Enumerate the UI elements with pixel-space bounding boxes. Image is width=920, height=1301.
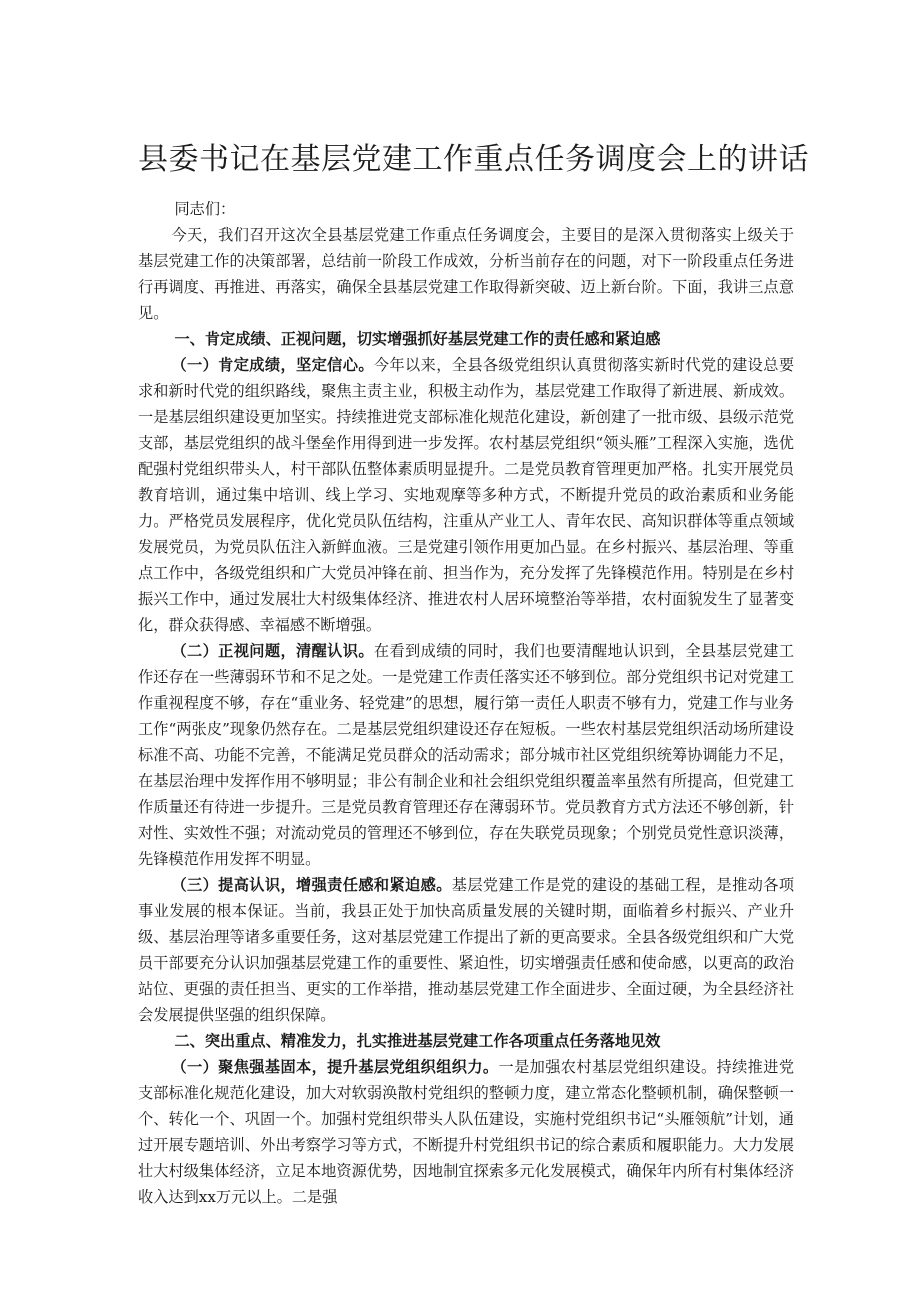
document-body [138, 196, 794, 1210]
section-1-paragraph-2 [138, 638, 794, 872]
section-2-paragraph-1 [138, 1054, 794, 1210]
paragraph-text: 一是加强农村基层党组织建设。持续推进党支部标准化规范化建设，加大对软弱涣散村党组织的整顿力度，建立常态化整顿机制，确保整顿一个、转化一个、巩固一个。加强村党组织带头人队伍建设，实施村党组织书记“头雁领航”计划，通过开展专题培训、外出考察学习等方式，不断提升村党组织书记的综合素质和履职能力。大力发展壮大村级集体经济，立足本地资源优势，因地制宜探索多元化发展模式，确保年内所有村集体经济收入达到xx万元以上。二是强 [138, 1058, 795, 1206]
paragraph-lead: （三）提高认识，增强责任感和紧迫感。 [171, 876, 452, 894]
section-1-heading: 一、肯定成绩、正视问题，切实增强抓好基层党建工作的责任感和紧迫感 [174, 330, 661, 348]
paragraph-lead: （一）肯定成绩，坚定信心。 [171, 356, 374, 374]
document-title: 县委书记在基层党建工作重点任务调度会上的讲话 [138, 142, 809, 177]
paragraph-lead: （二）正视问题，清醒认识。 [171, 642, 374, 660]
section-1-paragraph-1 [138, 352, 794, 638]
paragraph-lead: （一）聚焦强基固本，提升基层党组织组织力。 [171, 1058, 499, 1076]
salutation: 同志们： [174, 200, 236, 218]
section-1-paragraph-3 [138, 872, 794, 1028]
paragraph-text: 今年以来，全县各级党组织认真贯彻落实新时代党的建设总要求和新时代党的组织路线，聚焦主责主业，积极主动作为，基层党建工作取得了新进展、新成效。一是基层组织建设更加坚实。持续推进党支部标准化规范化建设，新创建了一批市级、县级示范党支部，基层党组织的战斗堡垒作用得到进一步发挥。农村基层党组织“领头雁”工程深入实施，选优配强村党组织带头人，村干部队伍整体素质明显提升。二是党员教育管理更加严格。扎实开展党员教育培训，通过集中培训、线上学习、实地观摩等多种方式，不断提升党员的政治素质和业务能力。严格党员发展程序，优化党员队伍结构，注重从产业工人、青年农民、高知识群体等重点领域发展党员，为党员队伍注入新鲜血液。三是党建引领作用更加凸显。在乡村振兴、基层治理、等重点工作中，各级党组织和广大党员冲锋在前、担当作为，充分发挥了先锋模范作用。特别是在乡村振兴工作中，通过发展壮大村级集体经济、推进农村人居环境整治等举措，农村面貌发生了显著变化，群众获得感、幸福感不断增强。 [138, 356, 795, 634]
section-2-heading: 二、突出重点、精准发力，扎实推进基层党建工作各项重点任务落地见效 [174, 1032, 661, 1050]
paragraph-text: 在看到成绩的同时，我们也要清醒地认识到，全县基层党建工作还存在一些薄弱环节和不足之处。一是党建工作责任落实还不够到位。部分党组织书记对党建工作重视程度不够，存在“重业务、轻党建”的思想，履行第一责任人职责不够有力，党建工作与业务工作“两张皮”现象仍然存在。二是基层党组织建设还存在短板。一些农村基层党组织活动场所建设标准不高、功能不完善，不能满足党员群众的活动需求；部分城市社区党组织统筹协调能力不足，在基层治理中发挥作用不够明显；非公有制企业和社会组织党组织覆盖率虽然有所提高，但党建工作质量还有待进一步提升。三是党员教育管理还存在薄弱环节。党员教育方式方法还不够创新，针对性、实效性不强；对流动党员的管理还不够到位，存在失联党员现象；个别党员党性意识淡薄，先锋模范作用发挥不明显。 [138, 642, 795, 868]
intro-paragraph: 今天，我们召开这次全县基层党建工作重点任务调度会，主要目的是深入贯彻落实上级关于基层党建工作的决策部署，总结前一阶段工作成效，分析当前存在的问题，对下一阶段重点任务进行再调度、再推进、再落实，确保全县基层党建工作取得新突破、迈上新台阶。下面，我讲三点意见。 [138, 226, 794, 322]
paragraph-text: 基层党建工作是党的建设的基础工程，是推动各项事业发展的根本保证。当前，我县正处于加快高质量发展的关键时期，面临着乡村振兴、产业升级、基层治理等诸多重要任务，这对基层党建工作提出了新的更高要求。全县各级党组织和广大党员干部要充分认识加强基层党建工作的重要性、紧迫性，切实增强责任感和使命感，以更高的政治站位、更强的责任担当、更实的工作举措，推动基层党建工作全面进步、全面过硬，为全县经济社会发展提供坚强的组织保障。 [138, 876, 795, 1024]
